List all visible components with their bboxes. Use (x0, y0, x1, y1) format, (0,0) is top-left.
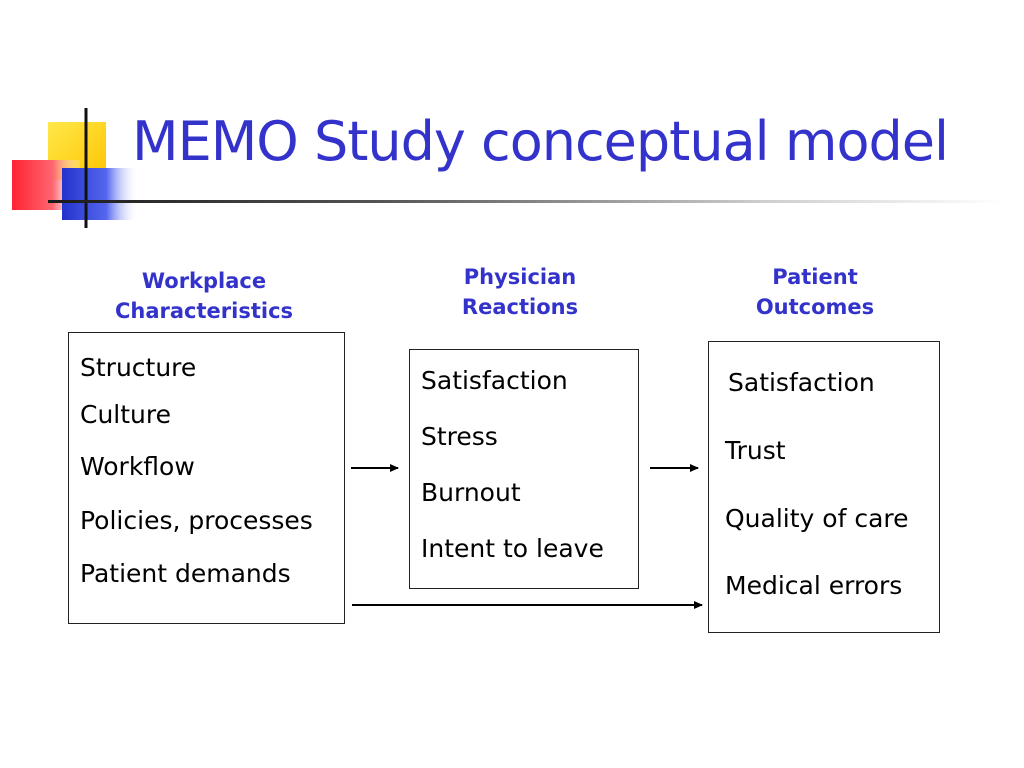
heading-line: Reactions (461, 295, 579, 319)
list-item: Workflow (80, 452, 195, 481)
list-item: Structure (80, 353, 197, 382)
list-item: Stress (421, 422, 498, 451)
list-item: Burnout (421, 478, 521, 507)
heading-line: Physician (463, 265, 577, 289)
list-item: Patient demands (80, 559, 291, 588)
slide-title: MEMO Study conceptual model (132, 110, 948, 173)
list-item: Intent to leave (421, 534, 604, 563)
list-item: Satisfaction (728, 368, 875, 397)
list-item: Quality of care (725, 504, 909, 533)
list-item: Satisfaction (421, 366, 568, 395)
heading-line: Outcomes (755, 295, 875, 319)
list-item: Medical errors (725, 571, 903, 600)
list-item: Policies, processes (80, 506, 313, 535)
list-item: Trust (725, 436, 786, 465)
heading-line: Patient (772, 265, 858, 289)
heading-line: Workplace (141, 269, 267, 293)
heading-line: Characteristics (114, 299, 294, 323)
list-item: Culture (80, 400, 172, 429)
